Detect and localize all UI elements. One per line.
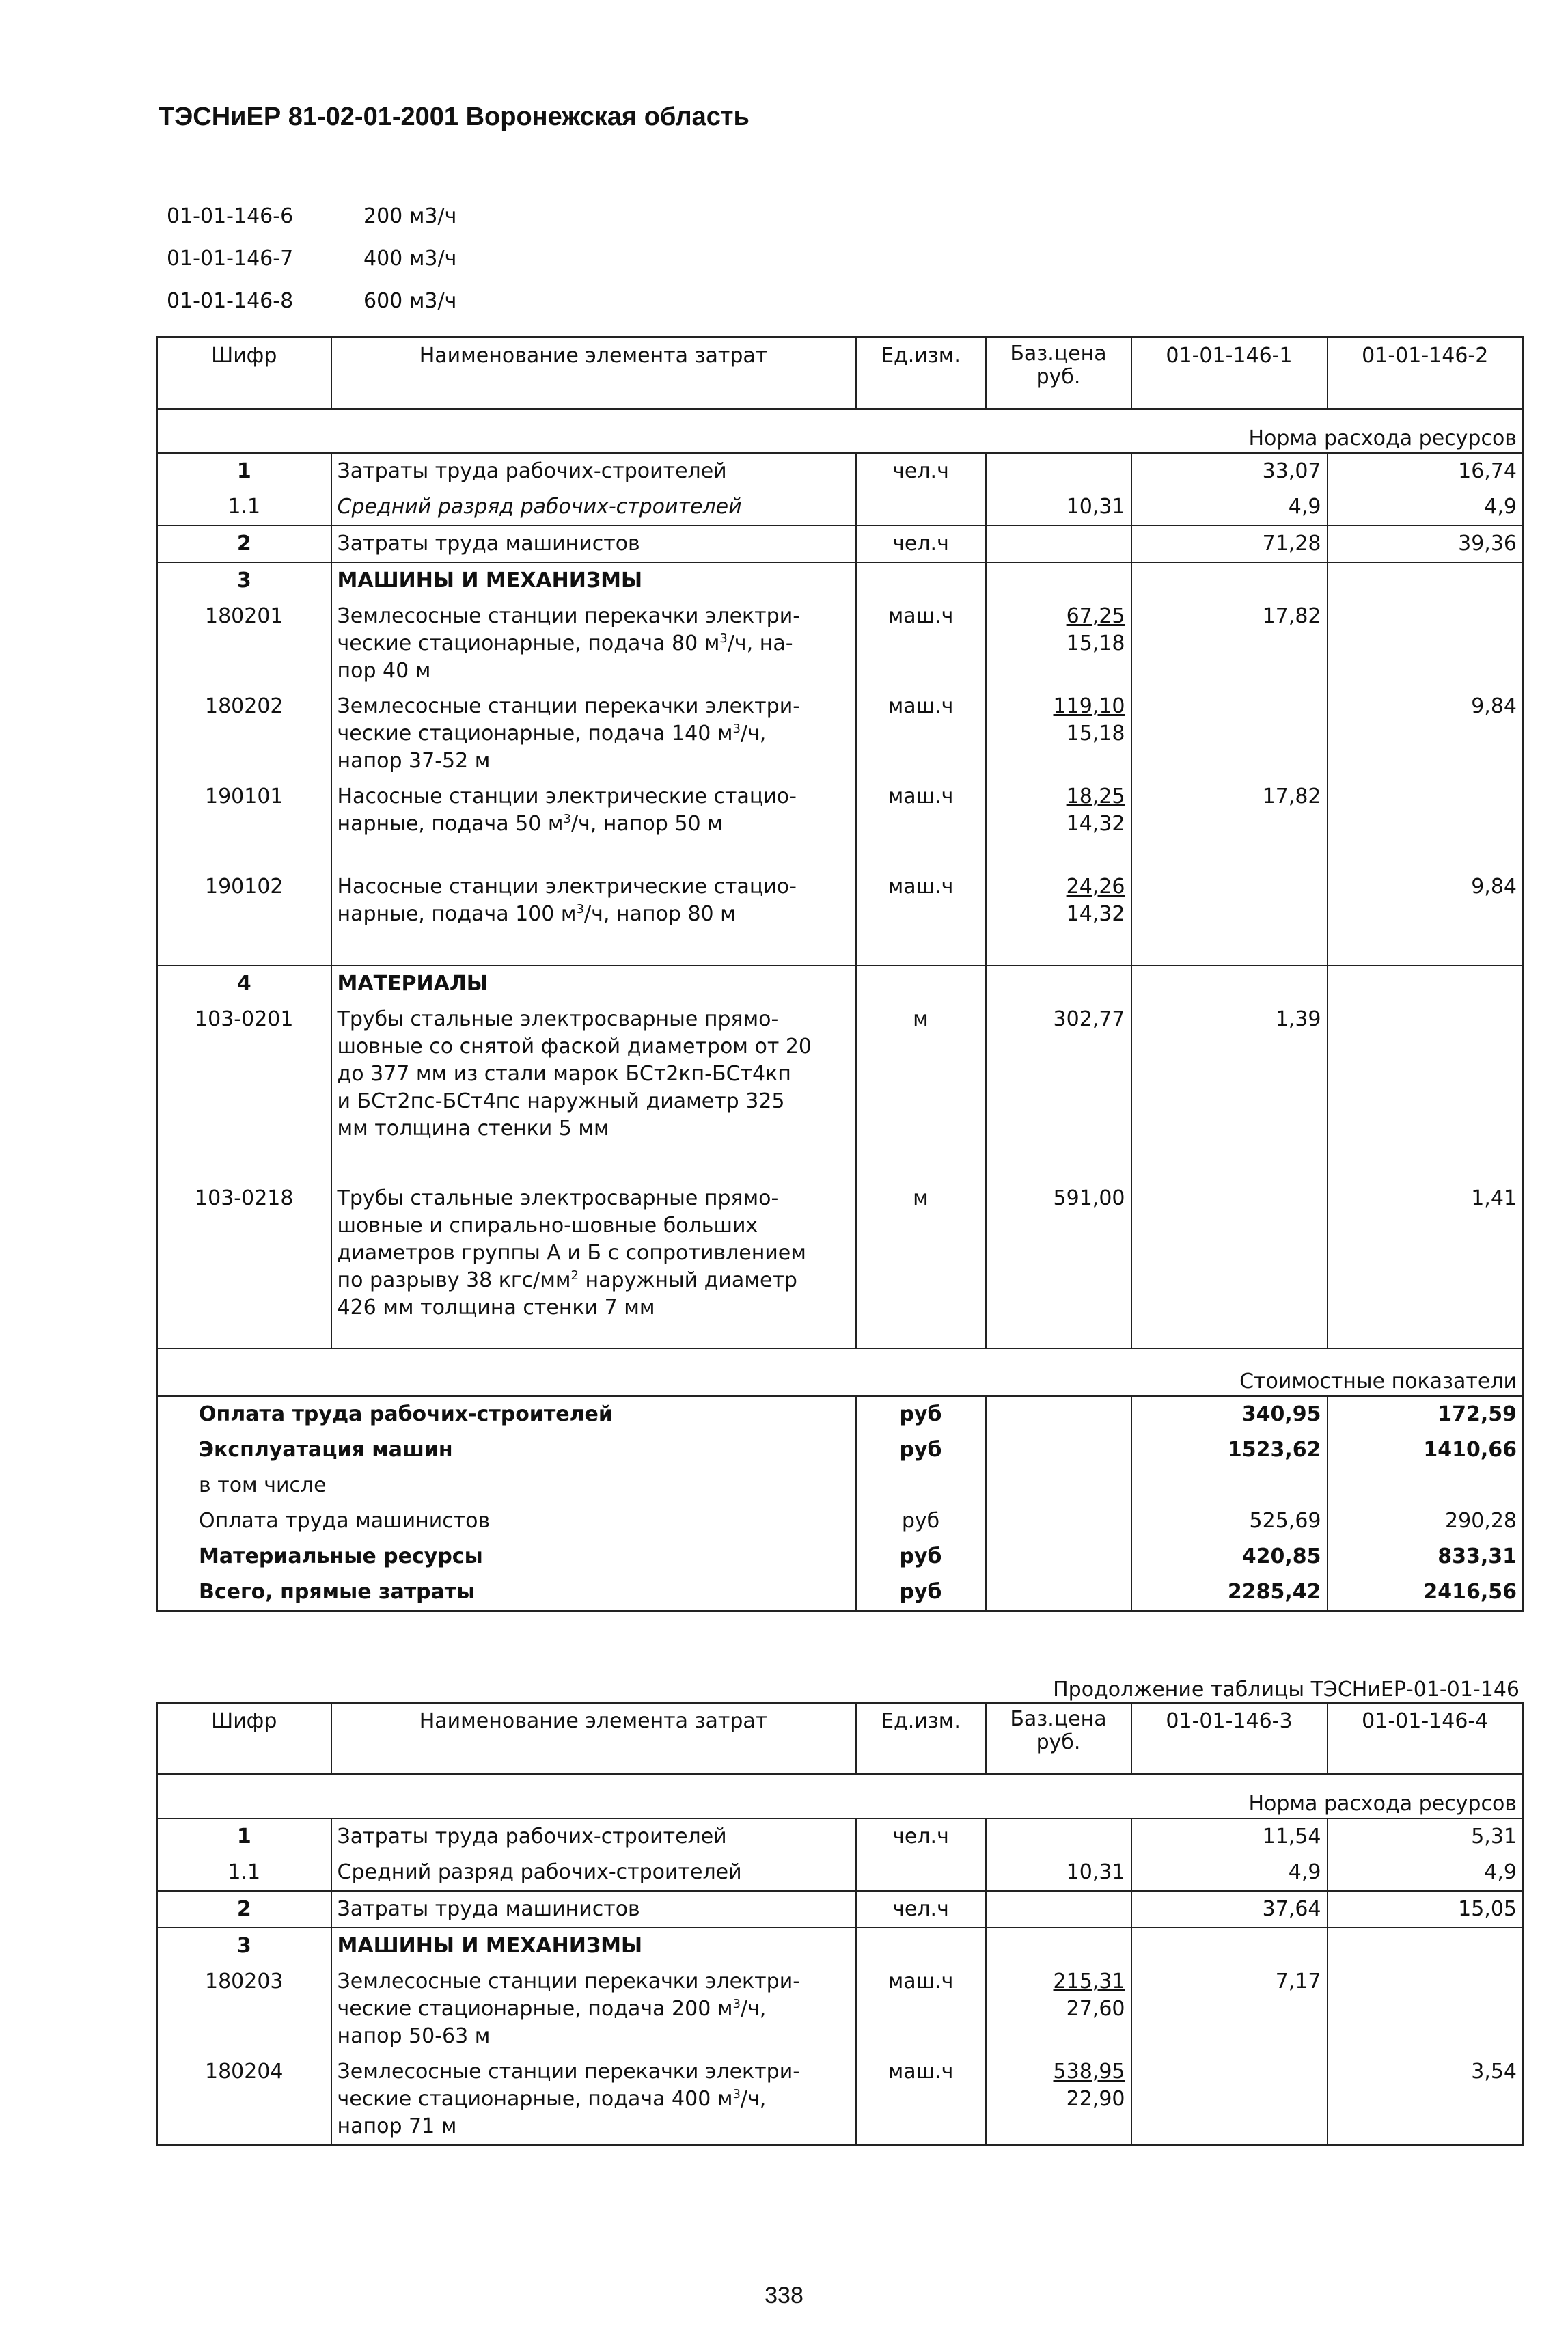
- row-code: 2: [157, 526, 331, 562]
- name-line: Землесосные станции перекачки электри-: [337, 694, 801, 718]
- norm-label-row: [157, 425, 1524, 453]
- row-value-a: 33,07: [1131, 453, 1328, 489]
- row-code: 180202: [204, 694, 284, 718]
- row-unit: маш.ч: [856, 2054, 986, 2146]
- summary-name: Оплата труда машинистов: [199, 1509, 491, 1533]
- section-row: [157, 966, 1524, 1002]
- row-code: 1: [236, 1825, 251, 1849]
- row-code: 190102: [204, 875, 284, 899]
- table-row: [157, 489, 1524, 526]
- row-unit: м: [856, 1002, 986, 1181]
- table-row: [157, 1964, 1524, 2054]
- price-wage: 22,90: [1066, 2087, 1125, 2111]
- row-value-a: 17,82: [1131, 599, 1328, 689]
- row-code: 180201: [204, 604, 284, 628]
- summary-name: Всего, прямые затраты: [199, 1580, 476, 1604]
- row-value-b: [1328, 599, 1524, 689]
- header-col-b: 01-01-146-2: [1328, 338, 1524, 409]
- name-line: нарные, подача 50 $м^3/ч$, напор 50 м: [337, 812, 723, 836]
- row-unit: чел.ч: [856, 453, 986, 489]
- table-row: [157, 1891, 1524, 1928]
- variant-item: [167, 195, 456, 237]
- table-row: [157, 599, 1524, 689]
- row-value-a: 7,17: [1131, 1964, 1328, 2054]
- name-line: ческие стационарные, подача 200 $м^3/ч$,: [337, 1997, 767, 2021]
- row-value-a: 71,28: [1131, 526, 1328, 562]
- page-number: 338: [765, 2282, 803, 2308]
- row-price: 10,31: [986, 489, 1131, 526]
- header-unit: Ед.изм.: [856, 1703, 986, 1775]
- row-value-a: 37,64: [1131, 1891, 1328, 1928]
- norm-label-row: [157, 1790, 1524, 1818]
- table-row: [157, 869, 1524, 966]
- row-value-a: [1131, 2054, 1328, 2146]
- row-name: [331, 689, 856, 779]
- summary-value-b: 1410,66: [1328, 1432, 1524, 1468]
- summary-row: [157, 1432, 1524, 1468]
- row-name: [331, 2054, 856, 2146]
- summary-row: [157, 1503, 1524, 1539]
- section-code: 3: [157, 1928, 331, 1964]
- price-wage: 14,32: [1066, 902, 1125, 926]
- cost-label-row: [157, 1368, 1524, 1396]
- row-price: [986, 2054, 1131, 2146]
- row-code: 1: [236, 459, 251, 483]
- section-title: МАШИНЫ И МЕХАНИЗМЫ: [331, 562, 856, 599]
- name-line: ческие стационарные, подача 80 $м^3/ч$, на-: [337, 631, 793, 655]
- summary-row: [157, 1396, 1524, 1432]
- norms-table-2: [156, 1702, 1524, 2146]
- name-line: напор 37-52 м: [337, 749, 491, 773]
- name-line: диаметров группы А и Б с сопротивлением: [337, 1241, 806, 1265]
- summary-value-b: 833,31: [1328, 1539, 1524, 1575]
- variant-value: 200 м3/ч: [363, 204, 457, 228]
- row-name: [331, 1181, 856, 1348]
- header-price: [986, 338, 1131, 409]
- name-line: по разрыву 38 кгс/$мм^2$ наружный диаметр: [337, 1268, 797, 1292]
- row-value-a: [1131, 1181, 1328, 1348]
- summary-unit: руб: [856, 1575, 986, 1611]
- name-line: напор 50-63 м: [337, 2024, 491, 2048]
- name-line: 426 мм толщина стенки 7 мм: [337, 1296, 655, 1320]
- row-unit: маш.ч: [856, 779, 986, 869]
- row-value-b: 39,36: [1328, 526, 1524, 562]
- table-header-row: [157, 338, 1524, 409]
- table-row: [157, 2054, 1524, 2146]
- table-row: [157, 1855, 1524, 1891]
- row-value-b: 5,31: [1328, 1818, 1524, 1855]
- price-total: 119,10: [1053, 694, 1125, 718]
- row-name: [331, 599, 856, 689]
- row-price: [986, 779, 1131, 869]
- row-value-b: [1328, 1002, 1524, 1181]
- row-value-b: 9,84: [1328, 689, 1524, 779]
- row-unit: маш.ч: [856, 599, 986, 689]
- row-name: Затраты труда рабочих-строителей: [331, 1818, 856, 1855]
- section-row: [157, 1928, 1524, 1964]
- table-row: [157, 1181, 1524, 1348]
- summary-name: Материальные ресурсы: [199, 1544, 483, 1568]
- row-value-a: [1131, 869, 1328, 966]
- variant-code: 01-01-146-7: [167, 246, 294, 271]
- summary-value-b: 172,59: [1328, 1396, 1524, 1432]
- summary-value-b: 290,28: [1328, 1503, 1524, 1539]
- row-price: 302,77: [986, 1002, 1131, 1181]
- row-price: [986, 599, 1131, 689]
- variant-code: 01-01-146-6: [167, 204, 294, 228]
- row-name: Затраты труда машинистов: [331, 526, 856, 562]
- name-line: и БСт2пс-БСт4пс наружный диаметр 325: [337, 1089, 785, 1113]
- price-wage: 15,18: [1066, 722, 1125, 746]
- spacer-row: [157, 1775, 1524, 1791]
- summary-unit: руб: [856, 1432, 986, 1468]
- row-value-b: 9,84: [1328, 869, 1524, 966]
- name-line: ческие стационарные, подача 400 $м^3/ч$,: [337, 2087, 767, 2111]
- row-name: Затраты труда рабочих-строителей: [331, 453, 856, 489]
- variant-list: [167, 195, 456, 322]
- row-price: 591,00: [986, 1181, 1131, 1348]
- row-name: [331, 779, 856, 869]
- header-price-line2: руб.: [1036, 1730, 1081, 1754]
- row-price: [986, 689, 1131, 779]
- section-code: 4: [157, 966, 331, 1002]
- name-line: Насосные станции электрические стацио-: [337, 785, 797, 808]
- price-total: 24,26: [1066, 875, 1125, 899]
- spacer-row: [157, 409, 1524, 426]
- row-code: 103-0201: [195, 1007, 294, 1031]
- variant-item: [167, 237, 456, 280]
- row-unit: чел.ч: [856, 526, 986, 562]
- table-header-row: [157, 1703, 1524, 1775]
- summary-name: Эксплуатация машин: [199, 1438, 453, 1462]
- row-value-a: 4,9: [1131, 489, 1328, 526]
- row-unit: чел.ч: [856, 1891, 986, 1928]
- summary-value-a: 525,69: [1131, 1503, 1328, 1539]
- row-code: 180203: [204, 1969, 284, 1993]
- name-line: Землесосные станции перекачки электри-: [337, 1969, 801, 1993]
- price-wage: 27,60: [1066, 1997, 1125, 2021]
- row-name: [331, 869, 856, 966]
- row-name: [331, 1002, 856, 1181]
- row-code: 180204: [204, 2060, 284, 2084]
- continuation-caption: Продолжение таблицы ТЭСНиЕР-01-01-146: [1053, 1678, 1519, 1702]
- header-unit: Ед.изм.: [856, 338, 986, 409]
- price-wage: 15,18: [1066, 631, 1125, 655]
- document-title: ТЭСНиЕР 81-02-01-2001 Воронежская область: [159, 103, 749, 131]
- table-row: [157, 453, 1524, 489]
- header-name: Наименование элемента затрат: [331, 1703, 856, 1775]
- summary-row: [157, 1575, 1524, 1611]
- row-unit: маш.ч: [856, 1964, 986, 2054]
- row-value-b: [1328, 1964, 1524, 2054]
- variant-item: [167, 280, 456, 322]
- row-value-b: 15,05: [1328, 1891, 1524, 1928]
- row-price: [986, 869, 1131, 966]
- row-code: 190101: [204, 785, 284, 808]
- summary-unit: [856, 1468, 986, 1503]
- header-shifr: Шифр: [157, 1703, 331, 1775]
- header-shifr: Шифр: [157, 338, 331, 409]
- name-line: до 377 мм из стали марок БСт2кп-БСт4кп: [337, 1062, 791, 1086]
- table-row: [157, 689, 1524, 779]
- row-code: 1.1: [228, 1860, 261, 1884]
- row-value-b: 16,74: [1328, 453, 1524, 489]
- row-price: 10,31: [986, 1855, 1131, 1891]
- table-row: [157, 526, 1524, 562]
- row-name: Затраты труда машинистов: [331, 1891, 856, 1928]
- summary-value-b: [1328, 1468, 1524, 1503]
- price-total: 215,31: [1053, 1969, 1125, 1993]
- row-code: 2: [157, 1891, 331, 1928]
- section-title: МАШИНЫ И МЕХАНИЗМЫ: [331, 1928, 856, 1964]
- variant-value: 400 м3/ч: [363, 246, 457, 271]
- variant-code: 01-01-146-8: [167, 288, 294, 313]
- name-line: шовные со снятой фаской диаметром от 20: [337, 1035, 812, 1059]
- row-name: Средний разряд рабочих-строителей: [331, 489, 856, 526]
- summary-row: [157, 1468, 1524, 1503]
- summary-value-a: 340,95: [1131, 1396, 1328, 1432]
- name-line: Трубы стальные электросварные прямо-: [337, 1186, 779, 1210]
- header-price-line2: руб.: [1036, 365, 1081, 389]
- header-price-line1: Баз.цена: [1010, 342, 1107, 366]
- section-row: [157, 562, 1524, 599]
- row-name: Средний разряд рабочих-строителей: [331, 1855, 856, 1891]
- name-line: нарные, подача 100 $м^3/ч$, напор 80 м: [337, 902, 736, 926]
- name-line: Землесосные станции перекачки электри-: [337, 604, 801, 628]
- summary-unit: руб: [856, 1539, 986, 1575]
- row-value-a: 1,39: [1131, 1002, 1328, 1181]
- section-code: 3: [157, 562, 331, 599]
- norm-label: Норма расхода ресурсов: [157, 425, 1524, 453]
- row-value-a: [1131, 689, 1328, 779]
- summary-unit: руб: [856, 1396, 986, 1432]
- row-code: 103-0218: [195, 1186, 294, 1210]
- summary-value-a: 420,85: [1131, 1539, 1328, 1575]
- row-value-a: 4,9: [1131, 1855, 1328, 1891]
- name-line: Насосные станции электрические стацио-: [337, 875, 797, 899]
- variant-value: 600 м3/ч: [363, 288, 457, 313]
- row-value-a: 17,82: [1131, 779, 1328, 869]
- header-name: Наименование элемента затрат: [331, 338, 856, 409]
- price-wage: 14,32: [1066, 812, 1125, 836]
- spacer-row: [157, 1348, 1524, 1368]
- header-col-b: 01-01-146-4: [1328, 1703, 1524, 1775]
- table-row: [157, 1002, 1524, 1181]
- row-unit: чел.ч: [856, 1818, 986, 1855]
- summary-unit: руб: [856, 1503, 986, 1539]
- row-unit: м: [856, 1181, 986, 1348]
- table-row: [157, 779, 1524, 869]
- row-code: 1.1: [228, 495, 261, 519]
- row-value-b: 3,54: [1328, 2054, 1524, 2146]
- summary-value-a: 2285,42: [1131, 1575, 1328, 1611]
- row-name: [331, 1964, 856, 2054]
- row-value-a: 11,54: [1131, 1818, 1328, 1855]
- name-line: ческие стационарные, подача 140 $м^3/ч$,: [337, 722, 767, 746]
- name-line: Землесосные станции перекачки электри-: [337, 2060, 801, 2084]
- price-total: 538,95: [1053, 2060, 1125, 2084]
- header-price-line1: Баз.цена: [1010, 1707, 1107, 1731]
- summary-value-b: 2416,56: [1328, 1575, 1524, 1611]
- header-col-a: 01-01-146-1: [1131, 338, 1328, 409]
- norm-label: Норма расхода ресурсов: [157, 1790, 1524, 1818]
- header-price: [986, 1703, 1131, 1775]
- row-price: [986, 1964, 1131, 2054]
- summary-row: [157, 1539, 1524, 1575]
- name-line: пор 40 м: [337, 659, 431, 683]
- name-line: шовные и спирально-шовные больших: [337, 1214, 758, 1238]
- summary-value-a: [1131, 1468, 1328, 1503]
- header-col-a: 01-01-146-3: [1131, 1703, 1328, 1775]
- name-line: Трубы стальные электросварные прямо-: [337, 1007, 779, 1031]
- name-line: мм толщина стенки 5 мм: [337, 1117, 609, 1141]
- summary-value-a: 1523,62: [1131, 1432, 1328, 1468]
- price-total: 18,25: [1066, 785, 1125, 808]
- table-row: [157, 1818, 1524, 1855]
- row-value-b: [1328, 779, 1524, 869]
- cost-label: Стоимостные показатели: [157, 1368, 1524, 1396]
- row-value-b: 1,41: [1328, 1181, 1524, 1348]
- name-line: напор 71 м: [337, 2114, 457, 2138]
- price-total: 67,25: [1066, 604, 1125, 628]
- summary-name: Оплата труда рабочих-строителей: [199, 1402, 613, 1426]
- norms-table-1: [156, 336, 1524, 1612]
- row-unit: маш.ч: [856, 689, 986, 779]
- row-value-b: 4,9: [1328, 489, 1524, 526]
- row-value-b: 4,9: [1328, 1855, 1524, 1891]
- row-unit: маш.ч: [856, 869, 986, 966]
- summary-name: в том числе: [199, 1473, 327, 1497]
- section-title: МАТЕРИАЛЫ: [331, 966, 856, 1002]
